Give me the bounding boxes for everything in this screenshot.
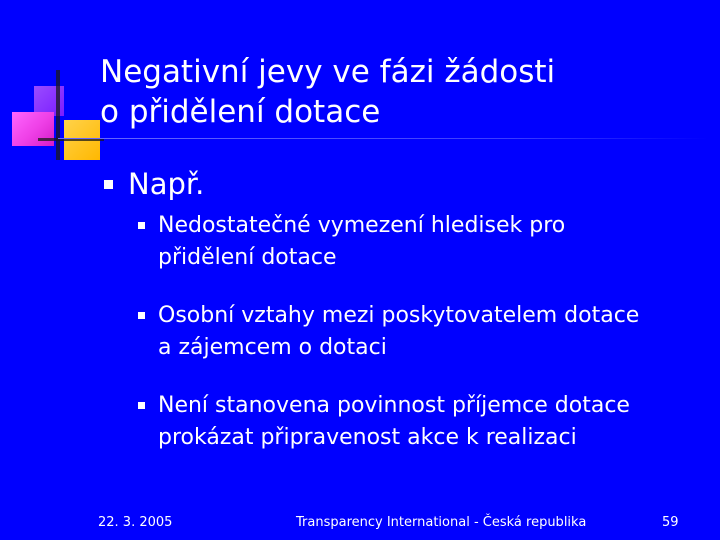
title-underline [58, 138, 708, 139]
sub-bullet-text [158, 300, 639, 364]
sub-bullet-square-icon [138, 402, 145, 409]
sub-bullet-square-icon [138, 222, 145, 229]
bullet-square-icon [104, 180, 113, 189]
title-line-1: Negativní jevy ve fázi žádosti [100, 54, 556, 90]
sub-bullet-line-1: Osobní vztahy mezi poskytovatelem dotace [158, 303, 640, 328]
sub-bullet-line-1: Není stanovena povinnost příjemce dotace [158, 393, 630, 418]
vertical-line-decoration [56, 70, 60, 160]
footer-date: 22. 3. 2005 [98, 515, 173, 530]
sub-bullet-square-icon [138, 312, 145, 319]
sub-bullet-text [158, 390, 630, 454]
footer-page-number: 59 [662, 515, 679, 530]
sub-bullet-line-1: Nedostatečné vymezení hledisek pro [158, 213, 566, 238]
title-line-2: o přidělení dotace [100, 94, 381, 130]
bullet-main-label: Např. [128, 167, 205, 201]
sub-bullet-text [158, 210, 565, 274]
sub-bullet-line-2: přidělení dotace [158, 245, 337, 270]
sub-bullet-line-2: prokázat připravenost akce k realizaci [158, 425, 577, 450]
slide-title [100, 52, 700, 132]
footer-organization: Transparency International - Česká republika [296, 515, 587, 530]
sub-bullet-line-2: a zájemcem o dotaci [158, 335, 387, 360]
